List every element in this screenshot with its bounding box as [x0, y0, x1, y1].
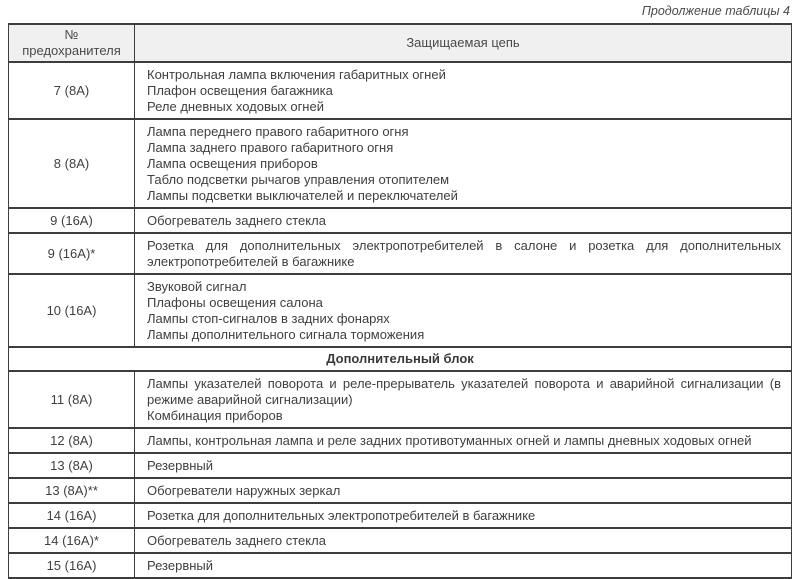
fuse-number-cell: 9 (16А)*	[9, 233, 135, 274]
fuse-number-cell: 14 (16А)*	[9, 528, 135, 553]
circuit-line: Розетка для дополнительных электропотребителей в салоне и розетка для дополнительных электропотребителей в багажнике	[147, 238, 781, 269]
table-row	[9, 528, 792, 553]
fuse-number-cell: 13 (8А)	[9, 453, 135, 478]
circuit-line: Лампы дополнительного сигнала торможения	[147, 327, 425, 342]
fuse-number-cell: 9 (16А)	[9, 208, 135, 233]
circuit-line: Лампы, контрольная лампа и реле задних противотуманных огней и лампы дневных ходовых огней	[147, 433, 752, 448]
circuit-cell	[135, 233, 792, 274]
fuse-number-cell: 14 (16А)	[9, 503, 135, 528]
fuse-number-cell: 10 (16А)	[9, 274, 135, 347]
circuit-line: Резервный	[147, 558, 214, 573]
fuse-number-header-line2: предохранителя	[22, 43, 121, 58]
circuit-line: Комбинация приборов	[147, 408, 283, 423]
circuit-cell	[135, 428, 792, 453]
circuit-line: Лампы стоп-сигналов в задних фонарях	[147, 311, 390, 326]
circuit-line: Резервный	[147, 458, 214, 473]
circuit-line: Плафоны освещения салона	[147, 295, 323, 310]
circuit-cell	[135, 553, 792, 578]
table-row	[9, 119, 792, 208]
circuit-line: Лампа переднего правого габаритного огня	[147, 124, 409, 139]
circuit-line: Лампа освещения приборов	[147, 156, 318, 171]
circuit-cell	[135, 528, 792, 553]
circuit-line: Контрольная лампа включения габаритных огней	[147, 67, 446, 82]
circuit-line: Звуковой сигнал	[147, 279, 247, 294]
protected-circuit-header: Защищаемая цепь	[135, 24, 792, 62]
fuse-number-header	[9, 24, 135, 62]
circuit-cell	[135, 503, 792, 528]
circuit-line: Лампа заднего правого габаритного огня	[147, 140, 394, 155]
circuit-cell	[135, 478, 792, 503]
table-row	[9, 62, 792, 119]
table-row	[9, 371, 792, 428]
section-header-cell: Дополнительный блок	[9, 347, 792, 371]
fuse-number-header-line1: №	[64, 27, 79, 42]
fuse-number-cell: 15 (16А)	[9, 553, 135, 578]
table-continuation-caption: Продолжение таблицы 4	[641, 4, 790, 18]
circuit-cell	[135, 62, 792, 119]
table-row	[9, 274, 792, 347]
table-row	[9, 503, 792, 528]
circuit-line: Лампы подсветки выключателей и переключателей	[147, 188, 458, 203]
fuse-number-cell: 13 (8А)**	[9, 478, 135, 503]
circuit-line: Плафон освещения багажника	[147, 83, 333, 98]
circuit-line: Табло подсветки рычагов управления отопителем	[147, 172, 450, 187]
table-row	[9, 233, 792, 274]
circuit-cell	[135, 453, 792, 478]
circuit-line: Обогреватель заднего стекла	[147, 533, 326, 548]
header-row	[9, 24, 792, 62]
fuse-number-cell: 11 (8А)	[9, 371, 135, 428]
circuit-cell	[135, 274, 792, 347]
circuit-cell	[135, 208, 792, 233]
circuit-cell	[135, 371, 792, 428]
fuse-number-cell: 8 (8А)	[9, 119, 135, 208]
circuit-line: Обогреватели наружных зеркал	[147, 483, 341, 498]
fuse-number-cell: 12 (8А)	[9, 428, 135, 453]
table-row	[9, 428, 792, 453]
circuit-line: Реле дневных ходовых огней	[147, 99, 324, 114]
circuit-line: Розетка для дополнительных электропотребителей в багажнике	[147, 508, 536, 523]
table-row	[9, 208, 792, 233]
section-row	[9, 347, 792, 371]
fuse-number-cell: 7 (8А)	[9, 62, 135, 119]
table-row	[9, 453, 792, 478]
fuse-table	[8, 23, 792, 579]
table-row	[9, 478, 792, 503]
fuse-table-header	[9, 24, 792, 62]
circuit-line: Обогреватель заднего стекла	[147, 213, 326, 228]
circuit-cell	[135, 119, 792, 208]
fuse-table-body	[9, 62, 792, 578]
circuit-line: Лампы указателей поворота и реле-прерыватель указателей поворота и аварийной сигнализации (в режиме аварийной сигнализации)	[147, 376, 781, 407]
table-row	[9, 553, 792, 578]
